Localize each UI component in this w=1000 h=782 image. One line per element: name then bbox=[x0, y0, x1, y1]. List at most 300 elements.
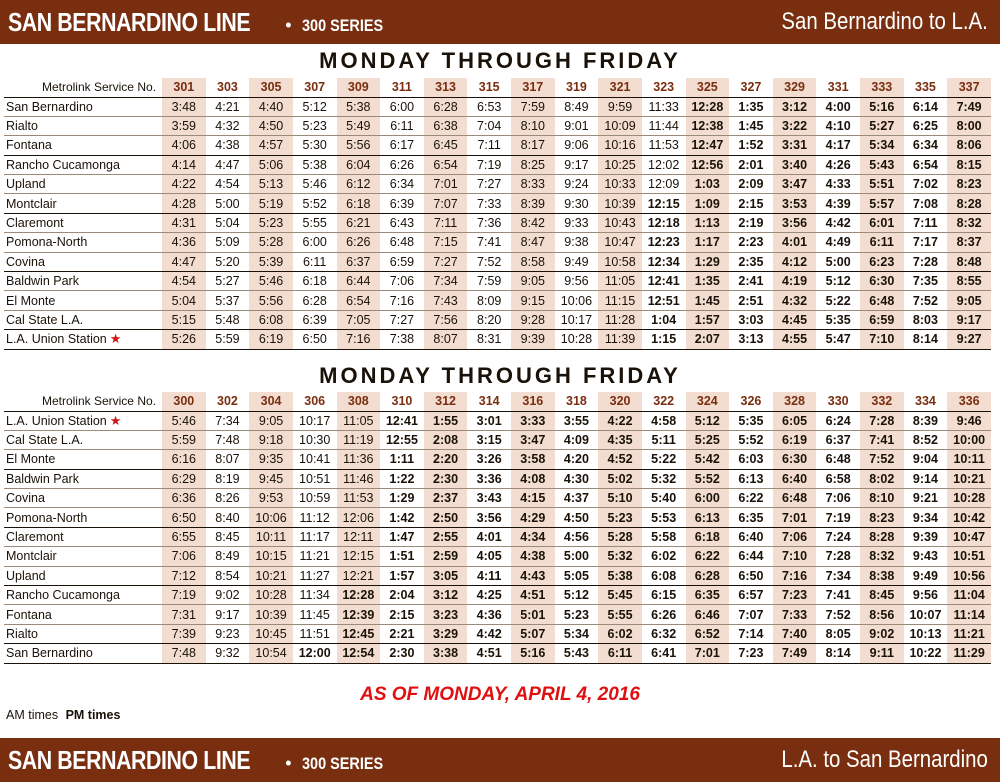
time-cell: 7:27 bbox=[467, 175, 511, 194]
time-cell: 8:54 bbox=[206, 566, 250, 585]
time-cell: 6:26 bbox=[642, 605, 686, 624]
time-cell: 7:59 bbox=[511, 97, 555, 116]
time-cell: 5:59 bbox=[162, 430, 206, 449]
train-number: 312 bbox=[424, 392, 468, 411]
time-cell: 6:58 bbox=[816, 469, 860, 488]
schedule-title-outbound: MONDAY THROUGH FRIDAY bbox=[319, 48, 681, 73]
time-cell: 7:28 bbox=[816, 547, 860, 566]
time-cell: 7:52 bbox=[816, 605, 860, 624]
station-label: Covina bbox=[6, 491, 45, 506]
time-cell: 10:58 bbox=[598, 252, 642, 271]
time-cell: 2:30 bbox=[424, 469, 468, 488]
time-cell: 5:49 bbox=[337, 116, 381, 135]
table-row bbox=[4, 213, 991, 232]
time-cell: 10:16 bbox=[598, 136, 642, 155]
time-cell: 6:25 bbox=[904, 116, 948, 135]
station-label: San Bernardino bbox=[6, 99, 93, 114]
time-cell: 10:42 bbox=[947, 508, 991, 527]
time-cell: 8:23 bbox=[860, 508, 904, 527]
time-cell: 2:35 bbox=[729, 252, 773, 271]
time-cell: 5:45 bbox=[598, 586, 642, 605]
time-cell: 12:56 bbox=[686, 155, 730, 174]
time-cell: 11:17 bbox=[293, 527, 337, 546]
time-cell: 6:19 bbox=[773, 430, 817, 449]
time-cell: 1:22 bbox=[380, 469, 424, 488]
train-number: 316 bbox=[511, 392, 555, 411]
time-cell: 7:48 bbox=[206, 430, 250, 449]
time-cell: 4:36 bbox=[162, 233, 206, 252]
time-cell: 8:09 bbox=[467, 291, 511, 310]
time-cell: 2:04 bbox=[380, 586, 424, 605]
time-cell: 10:51 bbox=[947, 547, 991, 566]
time-cell: 5:23 bbox=[249, 213, 293, 232]
station-name bbox=[4, 213, 162, 232]
time-cell: 4:25 bbox=[467, 586, 511, 605]
time-cell: 5:34 bbox=[860, 136, 904, 155]
table-row bbox=[4, 155, 991, 174]
time-cell: 4:21 bbox=[206, 97, 250, 116]
time-cell: 6:28 bbox=[424, 97, 468, 116]
time-cell: 5:00 bbox=[555, 547, 599, 566]
time-cell: 7:52 bbox=[904, 291, 948, 310]
time-cell: 2:23 bbox=[729, 233, 773, 252]
station-label: Pomona-North bbox=[6, 510, 88, 525]
schedule-table-la-to-sb bbox=[4, 392, 991, 664]
time-cell: 9:05 bbox=[249, 411, 293, 430]
time-cell: 5:52 bbox=[293, 194, 337, 213]
time-cell: 5:59 bbox=[206, 330, 250, 349]
train-number: 315 bbox=[467, 78, 511, 97]
service-number-row bbox=[4, 392, 991, 411]
time-cell: 5:42 bbox=[686, 450, 730, 469]
time-cell: 6:24 bbox=[816, 411, 860, 430]
station-label: El Monte bbox=[6, 293, 56, 308]
time-cell: 3:59 bbox=[162, 116, 206, 135]
table-row bbox=[4, 291, 991, 310]
time-cell: 9:17 bbox=[555, 155, 599, 174]
time-cell: 8:02 bbox=[860, 469, 904, 488]
time-cell: 1:35 bbox=[729, 97, 773, 116]
time-cell: 7:16 bbox=[337, 330, 381, 349]
time-cell: 7:05 bbox=[337, 310, 381, 329]
time-cell: 7:16 bbox=[773, 566, 817, 585]
time-cell: 7:35 bbox=[904, 272, 948, 291]
table-row bbox=[4, 450, 991, 469]
station-label: Montclair bbox=[6, 549, 57, 564]
time-cell: 5:40 bbox=[642, 489, 686, 508]
time-cell: 5:38 bbox=[598, 566, 642, 585]
time-cell: 1:29 bbox=[380, 489, 424, 508]
time-cell: 8:14 bbox=[904, 330, 948, 349]
time-cell: 2:08 bbox=[424, 430, 468, 449]
time-cell: 8:58 bbox=[511, 252, 555, 271]
station-name bbox=[4, 233, 162, 252]
time-cell: 7:15 bbox=[424, 233, 468, 252]
station-name bbox=[4, 310, 162, 329]
station-name bbox=[4, 411, 162, 430]
time-cell: 8:26 bbox=[206, 489, 250, 508]
time-cell: 1:15 bbox=[642, 330, 686, 349]
time-cell: 8:42 bbox=[511, 213, 555, 232]
time-cell: 10:28 bbox=[947, 489, 991, 508]
time-cell: 4:26 bbox=[816, 155, 860, 174]
time-cell: 4:32 bbox=[773, 291, 817, 310]
station-name bbox=[4, 252, 162, 271]
station-name bbox=[4, 605, 162, 624]
time-cell: 8:07 bbox=[424, 330, 468, 349]
star-icon: ★ bbox=[109, 412, 122, 428]
time-cell: 7:36 bbox=[467, 213, 511, 232]
time-cell: 11:29 bbox=[947, 644, 991, 663]
time-cell: 10:15 bbox=[249, 547, 293, 566]
time-cell: 12:28 bbox=[337, 586, 381, 605]
train-number: 337 bbox=[947, 78, 991, 97]
time-cell: 6:53 bbox=[467, 97, 511, 116]
time-cell: 8:39 bbox=[904, 411, 948, 430]
time-cell: 5:00 bbox=[206, 194, 250, 213]
time-cell: 9:04 bbox=[904, 450, 948, 469]
time-cell: 5:23 bbox=[598, 508, 642, 527]
time-cell: 5:56 bbox=[337, 136, 381, 155]
time-cell: 3:31 bbox=[773, 136, 817, 155]
time-cell: 4:11 bbox=[467, 566, 511, 585]
table-row bbox=[4, 508, 991, 527]
time-cell: 3:47 bbox=[511, 430, 555, 449]
time-cell: 7:12 bbox=[162, 566, 206, 585]
effective-date: AS OF MONDAY, APRIL 4, 2016 bbox=[360, 684, 640, 705]
time-cell: 5:32 bbox=[598, 547, 642, 566]
time-cell: 3:12 bbox=[424, 586, 468, 605]
time-cell: 5:19 bbox=[249, 194, 293, 213]
time-cell: 10:13 bbox=[904, 624, 948, 643]
time-cell: 5:53 bbox=[642, 508, 686, 527]
time-cell: 4:08 bbox=[511, 469, 555, 488]
table-row bbox=[4, 233, 991, 252]
time-cell: 10:11 bbox=[249, 527, 293, 546]
time-cell: 8:45 bbox=[860, 586, 904, 605]
time-legend bbox=[6, 708, 120, 722]
time-cell: 6:55 bbox=[162, 527, 206, 546]
station-label: Cal State L.A. bbox=[6, 312, 84, 327]
train-number: 320 bbox=[598, 392, 642, 411]
time-cell: 6:30 bbox=[773, 450, 817, 469]
time-cell: 10:28 bbox=[555, 330, 599, 349]
train-number: 309 bbox=[337, 78, 381, 97]
time-cell: 6:08 bbox=[642, 566, 686, 585]
table-row bbox=[4, 175, 991, 194]
time-cell: 10:22 bbox=[904, 644, 948, 663]
time-cell: 4:22 bbox=[162, 175, 206, 194]
time-cell: 7:19 bbox=[816, 508, 860, 527]
time-cell: 4:01 bbox=[773, 233, 817, 252]
time-cell: 7:56 bbox=[424, 310, 468, 329]
station-label: Fontana bbox=[6, 138, 52, 153]
time-cell: 11:34 bbox=[293, 586, 337, 605]
time-cell: 12:09 bbox=[642, 175, 686, 194]
time-cell: 10:00 bbox=[947, 430, 991, 449]
service-number-label: Metrolink Service No. bbox=[4, 78, 162, 97]
time-cell: 4:54 bbox=[162, 272, 206, 291]
station-label: Baldwin Park bbox=[6, 471, 79, 486]
time-cell: 4:20 bbox=[555, 450, 599, 469]
time-cell: 6:01 bbox=[860, 213, 904, 232]
station-name bbox=[4, 194, 162, 213]
time-cell: 8:19 bbox=[206, 469, 250, 488]
train-number: 303 bbox=[206, 78, 250, 97]
train-number: 308 bbox=[337, 392, 381, 411]
time-cell: 12:23 bbox=[642, 233, 686, 252]
time-cell: 12:55 bbox=[380, 430, 424, 449]
time-cell: 5:22 bbox=[642, 450, 686, 469]
station-name bbox=[4, 547, 162, 566]
station-name bbox=[4, 586, 162, 605]
station-name bbox=[4, 136, 162, 155]
table-row bbox=[4, 566, 991, 585]
time-cell: 5:35 bbox=[729, 411, 773, 430]
time-cell: 4:55 bbox=[773, 330, 817, 349]
time-cell: 7:48 bbox=[162, 644, 206, 663]
time-cell: 8:55 bbox=[947, 272, 991, 291]
time-cell: 4:50 bbox=[249, 116, 293, 135]
time-cell: 9:53 bbox=[249, 489, 293, 508]
time-cell: 9:43 bbox=[904, 547, 948, 566]
time-cell: 9:23 bbox=[206, 624, 250, 643]
time-cell: 2:30 bbox=[380, 644, 424, 663]
time-cell: 9:33 bbox=[555, 213, 599, 232]
time-cell: 4:19 bbox=[773, 272, 817, 291]
time-cell: 2:59 bbox=[424, 547, 468, 566]
time-cell: 11:19 bbox=[337, 430, 381, 449]
time-cell: 6:26 bbox=[380, 155, 424, 174]
time-cell: 8:28 bbox=[860, 527, 904, 546]
time-cell: 6:50 bbox=[729, 566, 773, 585]
time-cell: 5:12 bbox=[555, 586, 599, 605]
time-cell: 5:07 bbox=[511, 624, 555, 643]
station-label: Covina bbox=[6, 254, 45, 269]
time-cell: 3:53 bbox=[773, 194, 817, 213]
time-cell: 5:28 bbox=[598, 527, 642, 546]
time-cell: 6:12 bbox=[337, 175, 381, 194]
train-number: 306 bbox=[293, 392, 337, 411]
time-cell: 10:51 bbox=[293, 469, 337, 488]
time-cell: 4:29 bbox=[511, 508, 555, 527]
time-cell: 7:28 bbox=[904, 252, 948, 271]
time-cell: 3:48 bbox=[162, 97, 206, 116]
time-cell: 6:11 bbox=[598, 644, 642, 663]
time-cell: 7:41 bbox=[860, 430, 904, 449]
time-cell: 9:05 bbox=[947, 291, 991, 310]
table-row bbox=[4, 586, 991, 605]
time-cell: 5:16 bbox=[511, 644, 555, 663]
time-cell: 4:43 bbox=[511, 566, 555, 585]
time-cell: 5:43 bbox=[860, 155, 904, 174]
time-cell: 7:08 bbox=[904, 194, 948, 213]
time-cell: 7:11 bbox=[904, 213, 948, 232]
time-cell: 5:56 bbox=[249, 291, 293, 310]
time-cell: 9:02 bbox=[206, 586, 250, 605]
time-cell: 5:48 bbox=[206, 310, 250, 329]
time-cell: 5:37 bbox=[206, 291, 250, 310]
time-cell: 8:39 bbox=[511, 194, 555, 213]
time-cell: 5:22 bbox=[816, 291, 860, 310]
time-cell: 9:18 bbox=[249, 430, 293, 449]
time-cell: 10:17 bbox=[555, 310, 599, 329]
train-number: 335 bbox=[904, 78, 948, 97]
time-cell: 12:15 bbox=[642, 194, 686, 213]
time-cell: 12:00 bbox=[293, 644, 337, 663]
time-cell: 4:34 bbox=[511, 527, 555, 546]
time-cell: 5:15 bbox=[162, 310, 206, 329]
time-cell: 7:17 bbox=[904, 233, 948, 252]
time-cell: 7:39 bbox=[162, 624, 206, 643]
time-cell: 7:41 bbox=[816, 586, 860, 605]
time-cell: 5:26 bbox=[162, 330, 206, 349]
time-cell: 6:28 bbox=[686, 566, 730, 585]
time-cell: 5:16 bbox=[860, 97, 904, 116]
time-cell: 4:50 bbox=[555, 508, 599, 527]
time-cell: 9:56 bbox=[904, 586, 948, 605]
time-cell: 8:00 bbox=[947, 116, 991, 135]
time-cell: 9:01 bbox=[555, 116, 599, 135]
time-cell: 7:41 bbox=[467, 233, 511, 252]
time-cell: 3:01 bbox=[467, 411, 511, 430]
time-cell: 6:35 bbox=[729, 508, 773, 527]
time-cell: 2:55 bbox=[424, 527, 468, 546]
time-cell: 6:57 bbox=[729, 586, 773, 605]
time-cell: 6:48 bbox=[380, 233, 424, 252]
time-cell: 11:45 bbox=[293, 605, 337, 624]
time-cell: 7:33 bbox=[467, 194, 511, 213]
time-cell: 3:56 bbox=[467, 508, 511, 527]
time-cell: 6:40 bbox=[773, 469, 817, 488]
time-cell: 2:51 bbox=[729, 291, 773, 310]
train-number: 322 bbox=[642, 392, 686, 411]
time-cell: 6:15 bbox=[642, 586, 686, 605]
time-cell: 3:03 bbox=[729, 310, 773, 329]
time-cell: 6:14 bbox=[904, 97, 948, 116]
time-cell: 6:21 bbox=[337, 213, 381, 232]
time-cell: 5:46 bbox=[162, 411, 206, 430]
time-cell: 8:33 bbox=[511, 175, 555, 194]
time-cell: 5:04 bbox=[162, 291, 206, 310]
station-label: Rialto bbox=[6, 626, 38, 641]
train-number: 307 bbox=[293, 78, 337, 97]
time-cell: 4:32 bbox=[206, 116, 250, 135]
time-cell: 8:23 bbox=[947, 175, 991, 194]
time-cell: 6:44 bbox=[337, 272, 381, 291]
bullet-separator: • bbox=[285, 14, 292, 35]
time-cell: 4:15 bbox=[511, 489, 555, 508]
time-cell: 4:51 bbox=[467, 644, 511, 663]
time-cell: 7:04 bbox=[467, 116, 511, 135]
time-cell: 4:38 bbox=[206, 136, 250, 155]
time-cell: 9:17 bbox=[947, 310, 991, 329]
time-cell: 6:32 bbox=[642, 624, 686, 643]
time-cell: 5:32 bbox=[642, 469, 686, 488]
time-cell: 5:12 bbox=[293, 97, 337, 116]
time-cell: 8:20 bbox=[467, 310, 511, 329]
time-cell: 4:45 bbox=[773, 310, 817, 329]
time-cell: 11:33 bbox=[642, 97, 686, 116]
time-cell: 5:34 bbox=[555, 624, 599, 643]
time-cell: 6:13 bbox=[729, 469, 773, 488]
time-cell: 6:08 bbox=[249, 310, 293, 329]
time-cell: 5:13 bbox=[249, 175, 293, 194]
time-cell: 1:35 bbox=[686, 272, 730, 291]
time-cell: 8:45 bbox=[206, 527, 250, 546]
time-cell: 9:46 bbox=[947, 411, 991, 430]
station-label: Rancho Cucamonga bbox=[6, 157, 120, 172]
time-cell: 10:06 bbox=[555, 291, 599, 310]
time-cell: 7:23 bbox=[729, 644, 773, 663]
time-cell: 4:33 bbox=[816, 175, 860, 194]
time-cell: 7:19 bbox=[162, 586, 206, 605]
time-cell: 1:09 bbox=[686, 194, 730, 213]
time-cell: 3:23 bbox=[424, 605, 468, 624]
time-cell: 1:11 bbox=[380, 450, 424, 469]
station-label: Pomona-North bbox=[6, 235, 88, 250]
time-cell: 5:27 bbox=[860, 116, 904, 135]
time-cell: 6:04 bbox=[337, 155, 381, 174]
legend-am: AM times bbox=[6, 708, 59, 722]
train-number: 329 bbox=[773, 78, 817, 97]
time-cell: 7:34 bbox=[816, 566, 860, 585]
time-cell: 6:59 bbox=[860, 310, 904, 329]
time-cell: 10:47 bbox=[947, 527, 991, 546]
time-cell: 8:25 bbox=[511, 155, 555, 174]
time-cell: 4:35 bbox=[598, 430, 642, 449]
time-cell: 6:41 bbox=[642, 644, 686, 663]
time-cell: 6:34 bbox=[904, 136, 948, 155]
time-cell: 5:02 bbox=[598, 469, 642, 488]
time-cell: 7:59 bbox=[467, 272, 511, 291]
time-cell: 9:39 bbox=[904, 527, 948, 546]
time-cell: 6:11 bbox=[380, 116, 424, 135]
time-cell: 9:35 bbox=[249, 450, 293, 469]
time-cell: 10:09 bbox=[598, 116, 642, 135]
time-cell: 10:28 bbox=[249, 586, 293, 605]
time-cell: 7:27 bbox=[380, 310, 424, 329]
time-cell: 4:10 bbox=[816, 116, 860, 135]
table-row bbox=[4, 252, 991, 271]
time-cell: 9:14 bbox=[904, 469, 948, 488]
time-cell: 12:47 bbox=[686, 136, 730, 155]
time-cell: 5:38 bbox=[337, 97, 381, 116]
time-cell: 5:05 bbox=[555, 566, 599, 585]
time-cell: 8:31 bbox=[467, 330, 511, 349]
time-cell: 4:09 bbox=[555, 430, 599, 449]
time-cell: 1:03 bbox=[686, 175, 730, 194]
time-cell: 12:34 bbox=[642, 252, 686, 271]
train-number: 328 bbox=[773, 392, 817, 411]
direction-label: San Bernardino to L.A. bbox=[781, 8, 988, 35]
line-name: SAN BERNARDINO LINE bbox=[8, 744, 251, 775]
time-cell: 4:01 bbox=[467, 527, 511, 546]
time-cell: 7:52 bbox=[467, 252, 511, 271]
time-cell: 2:07 bbox=[686, 330, 730, 349]
time-cell: 5:46 bbox=[249, 272, 293, 291]
time-cell: 8:49 bbox=[555, 97, 599, 116]
time-cell: 7:02 bbox=[904, 175, 948, 194]
time-cell: 11:14 bbox=[947, 605, 991, 624]
time-cell: 12:39 bbox=[337, 605, 381, 624]
time-cell: 6:48 bbox=[860, 291, 904, 310]
station-label: Rancho Cucamonga bbox=[6, 588, 120, 603]
train-number: 334 bbox=[904, 392, 948, 411]
time-cell: 11:05 bbox=[598, 272, 642, 291]
time-cell: 6:22 bbox=[686, 547, 730, 566]
train-number: 302 bbox=[206, 392, 250, 411]
